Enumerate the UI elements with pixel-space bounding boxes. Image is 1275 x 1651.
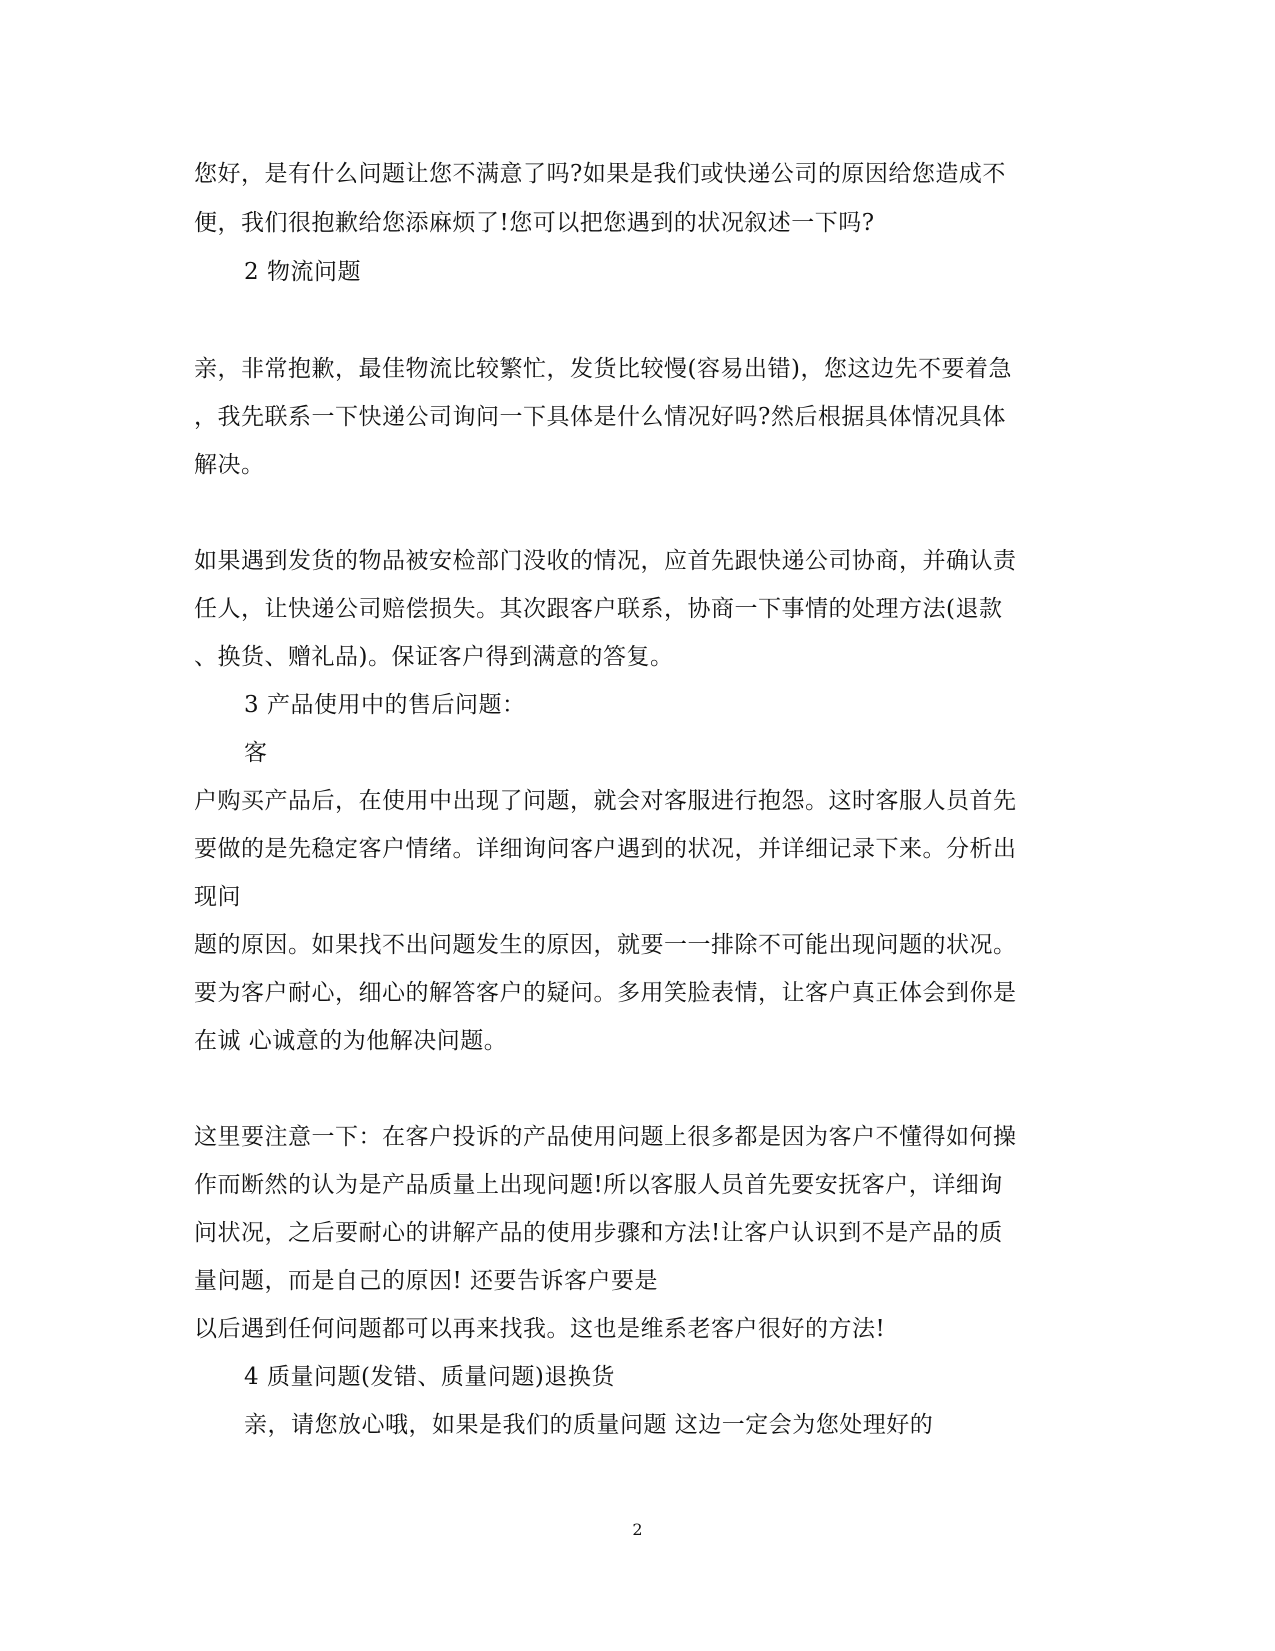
- paragraph-line: 问状况，之后要耐心的讲解产品的使用步骤和方法!让客户认识到不是产品的质: [194, 1220, 1003, 1246]
- paragraph-line: 解决。: [194, 452, 265, 478]
- paragraph-line: 便，我们很抱歉给您添麻烦了!您可以把您遇到的状况叙述一下吗?: [194, 210, 875, 236]
- paragraph-line: 以后遇到任何问题都可以再来找我。这也是维系老客户很好的方法!: [194, 1316, 886, 1342]
- paragraph-line: 这里要注意一下：在客户投诉的产品使用问题上很多都是因为客户不懂得如何操: [194, 1124, 1017, 1150]
- paragraph-line: 要为客户耐心，细心的解答客户的疑问。多用笑脸表情，让客户真正体会到你是: [194, 980, 1017, 1006]
- paragraph-line: 亲，非常抱歉，最佳物流比较繁忙，发货比较慢(容易出错)，您这边先不要着急: [194, 356, 1012, 382]
- paragraph-line: 亲，请您放心哦，如果是我们的质量问题 这边一定会为您处理好的: [244, 1412, 934, 1438]
- paragraph-line: 题的原因。如果找不出问题发生的原因，就要一一排除不可能出现问题的状况。: [194, 932, 1017, 958]
- paragraph-line: 客: [244, 740, 268, 766]
- paragraph-line: 量问题，而是自己的原因! 还要告诉客户要是: [194, 1268, 659, 1294]
- paragraph-line: 您好，是有什么问题让您不满意了吗?如果是我们或快递公司的原因给您造成不: [194, 161, 1006, 187]
- section-heading-after-sales: 3 产品使用中的售后问题：: [244, 692, 526, 718]
- paragraph-line: ，我先联系一下快递公司询问一下具体是什么情况好吗?然后根据具体情况具体: [194, 404, 1006, 430]
- paragraph-line: 任人，让快递公司赔偿损失。其次跟客户联系，协商一下事情的处理方法(退款: [194, 596, 1003, 622]
- paragraph-line: 、换货、赠礼品)。保证客户得到满意的答复。: [194, 644, 674, 670]
- paragraph-line: 要做的是先稳定客户情绪。详细询问客户遇到的状况，并详细记录下来。分析出: [194, 836, 1017, 862]
- paragraph-line: 在诚 心诚意的为他解决问题。: [194, 1028, 508, 1054]
- section-heading-quality: 4 质量问题(发错、质量问题)退换货: [244, 1364, 615, 1390]
- paragraph-line: 作而断然的认为是产品质量上出现问题!所以客服人员首先要安抚客户，详细询: [194, 1172, 1003, 1198]
- page-number: 2: [632, 1520, 643, 1539]
- paragraph-line: 户购买产品后，在使用中出现了问题，就会对客服进行抱怨。这时客服人员首先: [194, 788, 1017, 814]
- paragraph-line: 现问: [194, 884, 241, 910]
- section-heading-logistics: 2 物流问题: [244, 259, 361, 285]
- paragraph-line: 如果遇到发货的物品被安检部门没收的情况，应首先跟快递公司协商，并确认责: [194, 548, 1017, 574]
